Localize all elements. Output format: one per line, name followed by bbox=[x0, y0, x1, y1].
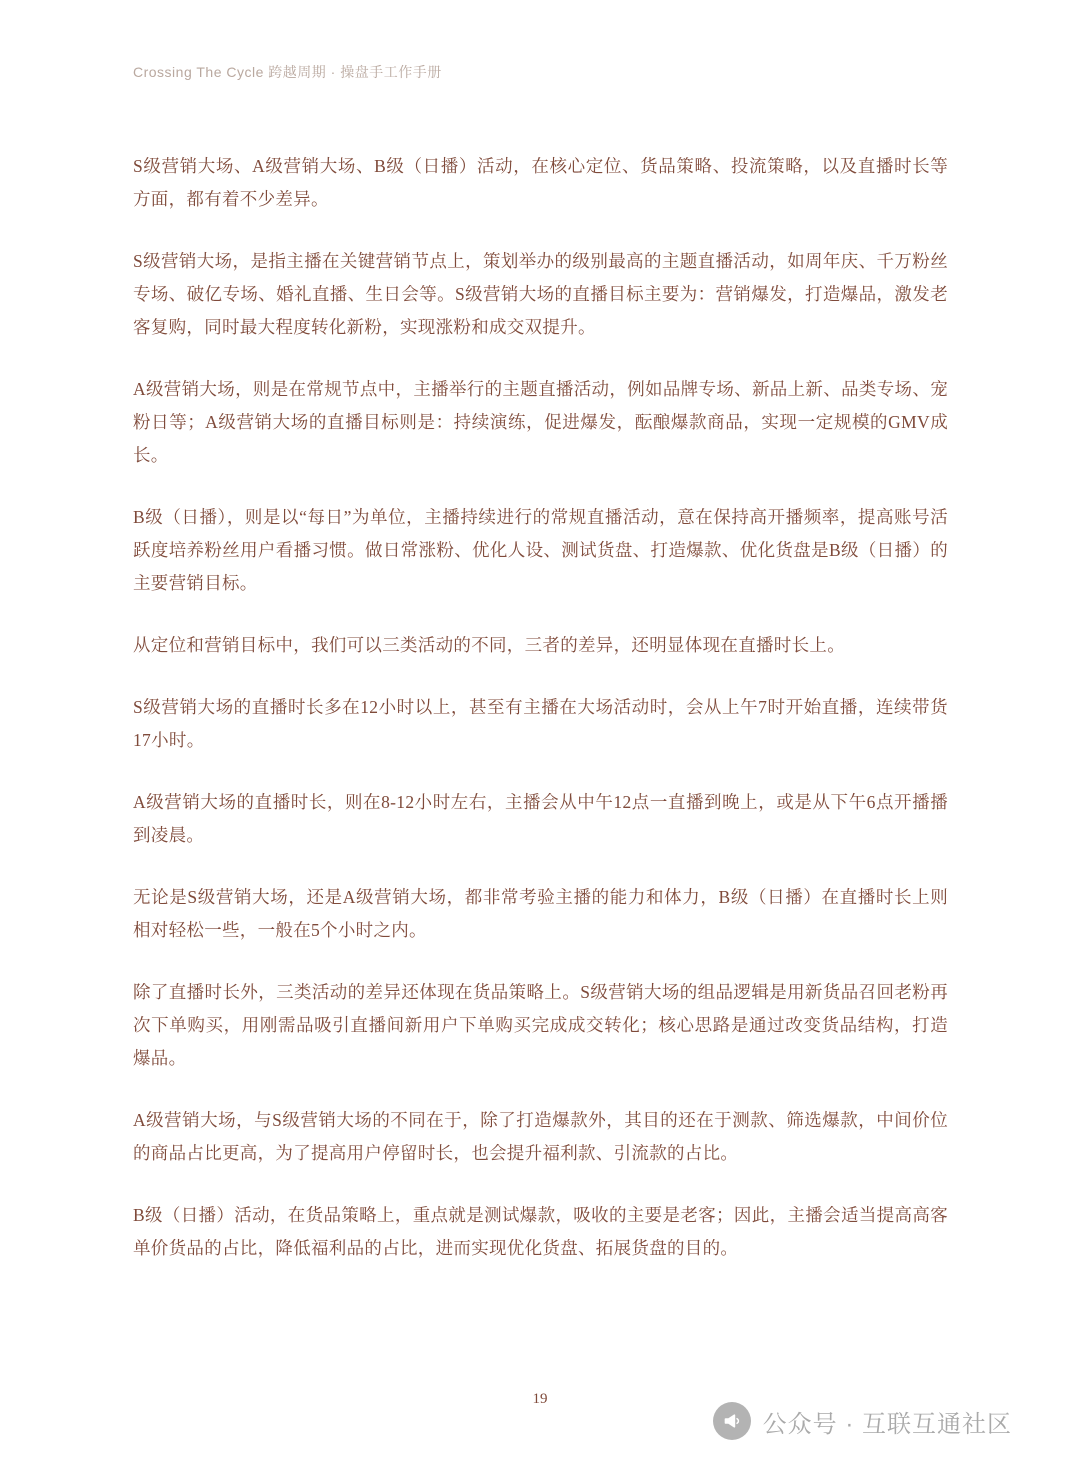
watermark-label: 公众号 · 互联互通社区 bbox=[762, 1410, 1012, 1438]
paragraph: A级营销大场，则是在常规节点中，主播举行的主题直播活动，例如品牌专场、新品上新、品类专场、宠粉日等；A级营销大场的直播目标则是：持续演练，促进爆发，酝酿爆款商品，实现一定规模的GMV成长。 bbox=[133, 379, 948, 465]
paragraph: S级营销大场，是指主播在关键营销节点上，策划举办的级别最高的主题直播活动，如周年庆、千万粉丝专场、破亿专场、婚礼直播、生日会等。S级营销大场的直播目标主要为：营销爆发，打造爆品，激发老客复购，同时最大程度转化新粉，实现涨粉和成交双提升。 bbox=[133, 251, 948, 337]
paragraph: B级（日播）活动，在货品策略上，重点就是测试爆款，吸收的主要是老客；因此，主播会适当提高高客单价货品的占比，降低福利品的占比，进而实现优化货盘、拓展货盘的目的。 bbox=[133, 1205, 948, 1258]
paragraph: 无论是S级营销大场，还是A级营销大场，都非常考验主播的能力和体力，B级（日播）在直播时长上则相对轻松一些，一般在5个小时之内。 bbox=[133, 887, 948, 940]
paragraph: 从定位和营销目标中，我们可以三类活动的不同，三者的差异，还明显体现在直播时长上。 bbox=[133, 635, 845, 655]
page-number: 19 bbox=[532, 1391, 548, 1407]
paragraph: S级营销大场、A级营销大场、B级（日播）活动，在核心定位、货品策略、投流策略，以及直播时长等方面，都有着不少差异。 bbox=[133, 156, 948, 209]
paragraph: S级营销大场的直播时长多在12小时以上，甚至有主播在大场活动时，会从上午7时开始直播，连续带货17小时。 bbox=[133, 697, 948, 750]
paragraph: A级营销大场的直播时长，则在8-12小时左右，主播会从中午12点一直播到晚上，或是从下午6点开播播到凌晨。 bbox=[133, 792, 948, 845]
paragraph: B级（日播），则是以“每日”为单位，主播持续进行的常规直播活动，意在保持高开播频率，提高账号活跃度培养粉丝用户看播习惯。做日常涨粉、优化人设、测试货盘、打造爆款、优化货盘是B级（日播）的主要营销目标。 bbox=[133, 507, 948, 593]
paragraph: A级营销大场，与S级营销大场的不同在于，除了打造爆款外，其目的还在于测款、筛选爆款，中间价位的商品占比更高，为了提高用户停留时长，也会提升福利款、引流款的占比。 bbox=[133, 1110, 948, 1163]
document-body bbox=[133, 150, 948, 1294]
document-header-title: Crossing The Cycle 跨越周期 · 操盘手工作手册 bbox=[133, 64, 442, 80]
paragraph: 除了直播时长外，三类活动的差异还体现在货品策略上。S级营销大场的组品逻辑是用新货品召回老粉再次下单购买，用刚需品吸引直播间新用户下单购买完成成交转化；核心思路是通过改变货品结构，打造爆品。 bbox=[133, 982, 948, 1068]
megaphone-icon bbox=[713, 1402, 751, 1440]
watermark bbox=[713, 1402, 1012, 1440]
